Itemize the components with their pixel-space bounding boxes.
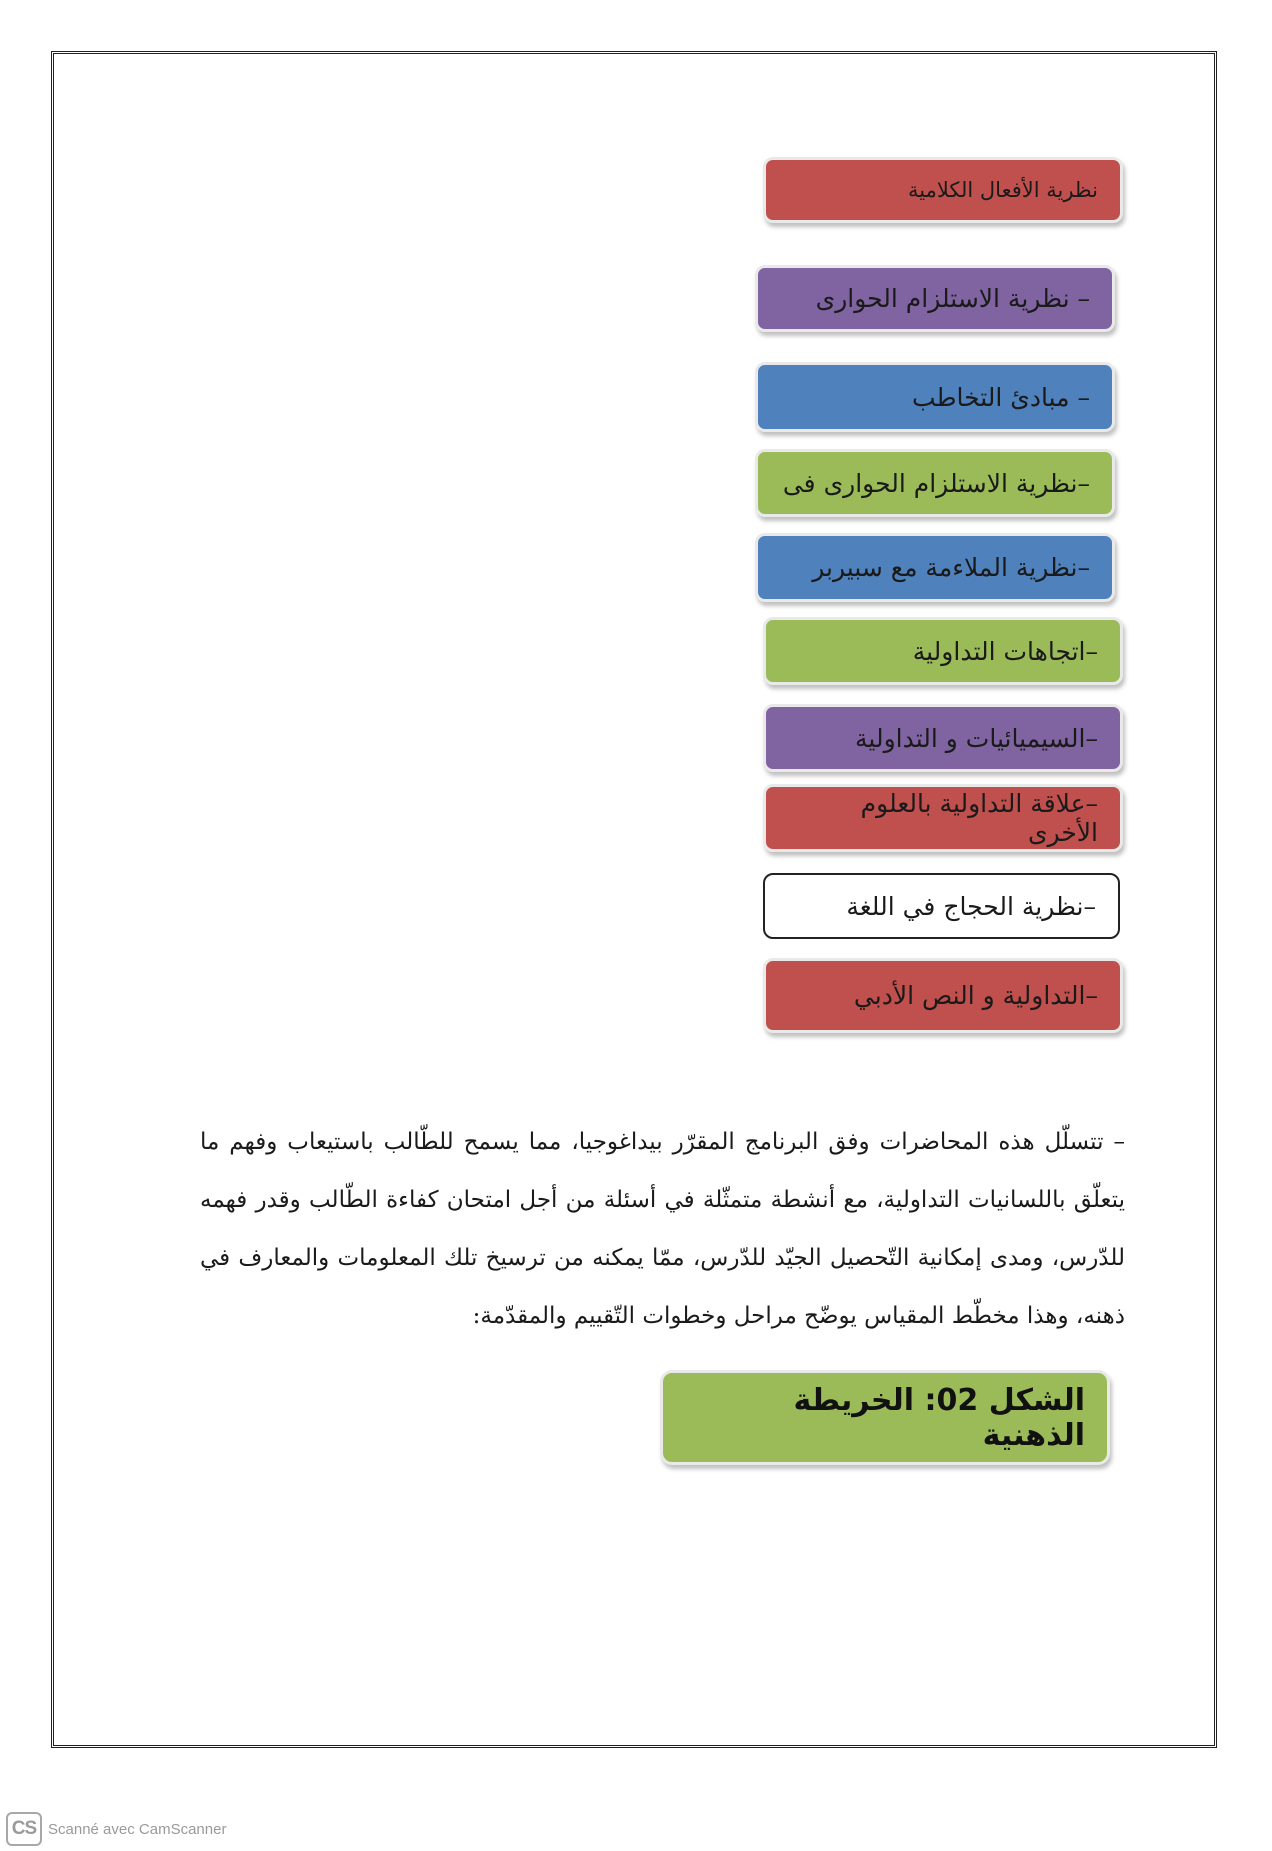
box-label: نظرية الأفعال الكلامية: [908, 178, 1098, 202]
scanner-footer: [6, 1812, 226, 1846]
box-relevance-theory: [755, 533, 1115, 602]
box-label: – نظرية الاستلزام الحوارى: [815, 284, 1090, 313]
box-speech-acts: [763, 157, 1123, 223]
figure-caption: الشكل 02: الخريطة الذهنية: [793, 1382, 1085, 1453]
box-label: –نظرية الحجاج في اللغة: [846, 891, 1096, 921]
box-label: –علاقة التداولية بالعلوم الأخرى: [860, 789, 1098, 847]
body-paragraph: – تتسلّل هذه المحاضرات وفق البرنامج المقرّر بيداغوجيا، مما يسمح للطّالب باستيعاب وفهم ما يتعلّق باللسانيات التداولية، مع أنشطة متمثّلة في أسئلة من أجل امتحان كفاءة الطّالب وقدر فهمه للدّرس، ومدى إمكانية التّحصيل الجيّد للدّرس، ممّا يمكنه من ترسيخ تلك المعلومات والمعارف في ذهنه، وهذا مخطّط المقياس يوضّح مراحل وخطوات التّقييم والمقدّمة:: [200, 1129, 1125, 1329]
box-pragmatics-other-sciences: [763, 784, 1123, 852]
box-pragmatics-literary-text: [763, 958, 1123, 1033]
box-label: –نظرية الاستلزام الحوارى فى: [782, 468, 1090, 498]
box-argumentation-theory: [763, 873, 1120, 939]
box-pragmatics-trends: [763, 617, 1123, 685]
box-label: –التداولية و النص الأدبي: [853, 981, 1098, 1010]
camscanner-text: Scanné avec CamScanner: [48, 1820, 227, 1838]
box-conversational-implicature: [755, 265, 1115, 332]
box-implicature-in: [755, 449, 1115, 517]
figure-caption-box: [660, 1370, 1110, 1465]
box-label: –السيميائيات و التداولية: [855, 723, 1098, 753]
box-label: –نظرية الملاءمة مع سبيربر: [812, 553, 1090, 582]
box-label: – مبادئ التخاطب: [912, 382, 1090, 412]
box-label: –اتجاهات التداولية: [912, 636, 1098, 666]
box-semiotics-pragmatics: [763, 704, 1123, 772]
camscanner-logo: CS: [6, 1812, 42, 1846]
box-discourse-principles: [755, 362, 1115, 432]
